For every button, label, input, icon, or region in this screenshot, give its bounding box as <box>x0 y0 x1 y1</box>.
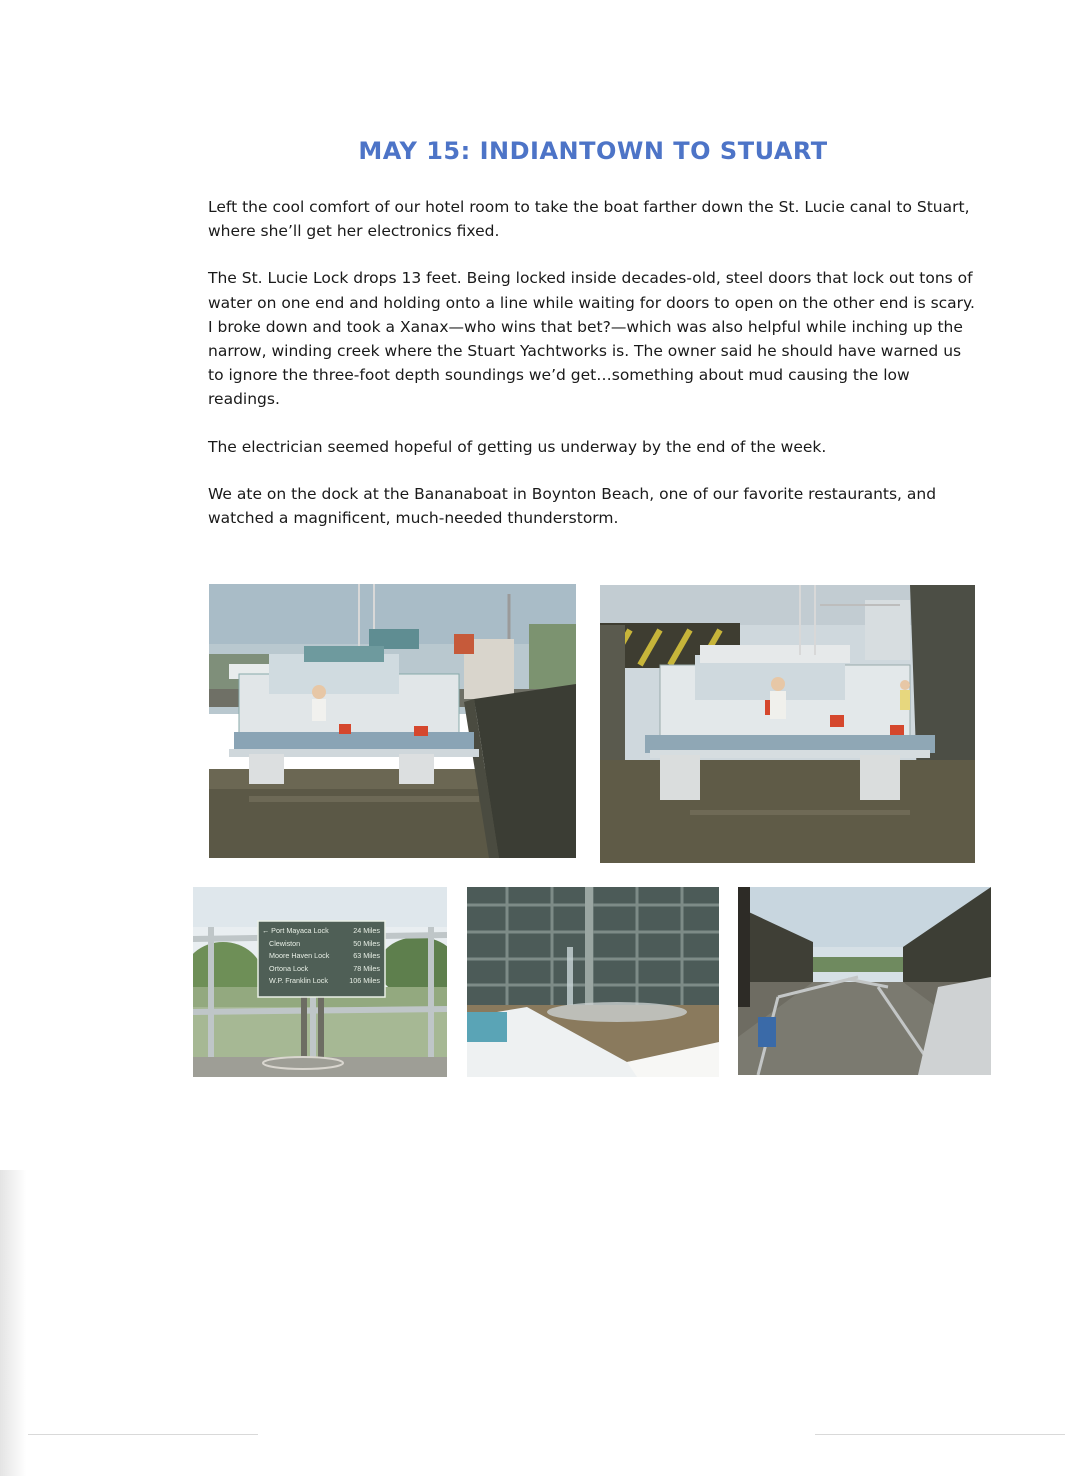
scan-edge-shadow <box>0 1170 26 1476</box>
sign-row <box>262 950 380 963</box>
sign-place: Moore Haven Lock <box>269 951 330 961</box>
sign-distance: 24 Miles <box>353 926 380 935</box>
photo-lock-gates-from-bow <box>467 887 719 1077</box>
scan-artifact-line <box>815 1434 1065 1435</box>
paragraph: The electrician seemed hopeful of getting us underway by the end of the week. <box>208 437 827 456</box>
sign-distance: 78 Miles <box>353 963 380 973</box>
sign-place: Ortona Lock <box>269 963 309 973</box>
sign-row <box>262 925 380 938</box>
paragraph: We ate on the dock at the Bananaboat in Boynton Beach, one of our favorite restaurants, and watched a magnificent, much-needed thunderstorm. <box>208 484 937 528</box>
sign-row <box>262 975 380 988</box>
photo-lock-mileage-sign <box>193 887 447 1077</box>
sign-distance: 50 Miles <box>353 938 380 948</box>
journal-text <box>208 195 978 553</box>
sign-place: W.P. Franklin Lock <box>269 976 328 986</box>
photo-catamaran-in-lock-chamber <box>600 585 975 863</box>
page-title: MAY 15: INDIANTOWN TO STUART <box>358 137 828 165</box>
sign-place: ← Port Mayaca Lock <box>262 926 329 935</box>
sign-distance: 106 Miles <box>349 976 380 986</box>
photo-catamaran-entering-lock <box>209 584 576 858</box>
scan-artifact-line <box>28 1434 258 1435</box>
paragraph: Left the cool comfort of our hotel room to take the boat farther down the St. Lucie canal to Stuart, where she’ll get her electronics fixed. <box>208 198 970 241</box>
mileage-sign-text <box>262 925 380 988</box>
sign-place: Clewiston <box>269 938 301 948</box>
sign-row <box>262 938 380 951</box>
sign-distance: 63 Miles <box>353 951 380 961</box>
photo-canal-from-bow <box>738 887 991 1075</box>
paragraph: The St. Lucie Lock drops 13 feet. Being locked inside decades-old, steel doors that lock out tons of water on one end and holding onto a line while waiting for doors to open on the other end is scary. I broke down and took a Xanax—who wins that bet?—which was also helpful while inching up the narrow, winding creek where the Stuart Yachtworks is. The owner said he should have warned us to ignore the three-foot depth soundings we’d get…something about mud causing the low readings. <box>208 269 975 409</box>
sign-row <box>262 963 380 976</box>
